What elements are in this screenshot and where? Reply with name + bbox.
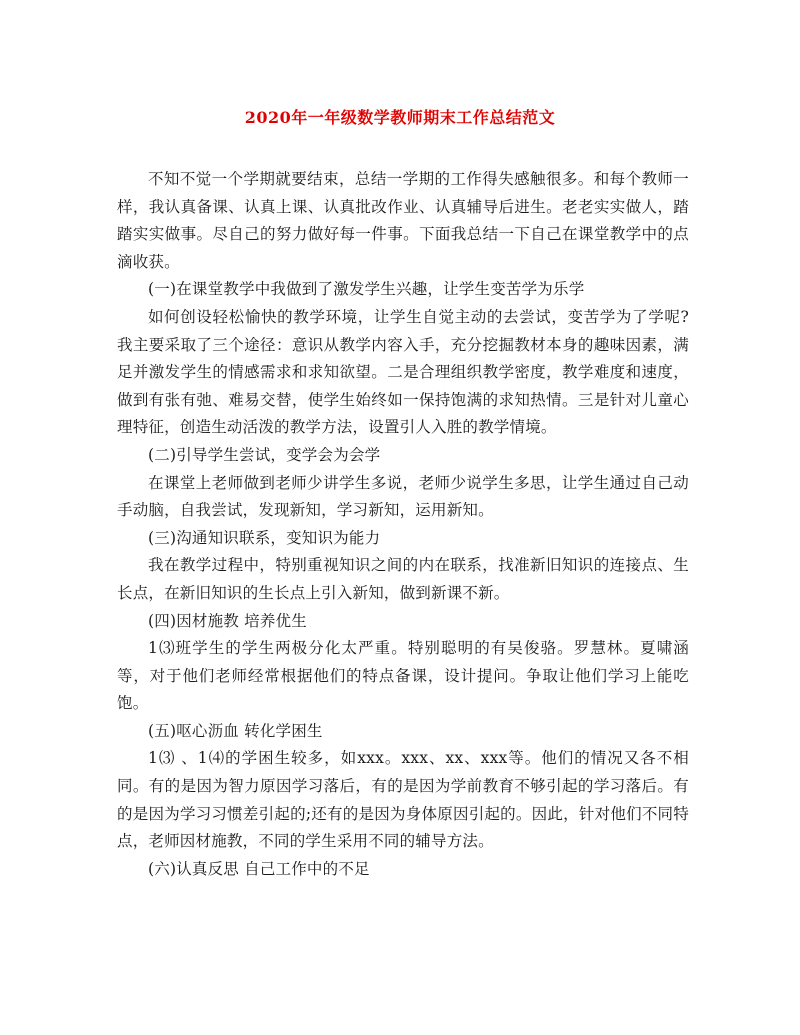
document-body — [117, 166, 689, 883]
intro-paragraph: 不知不觉一个学期就要结束，总结一学期的工作得失感触很多。和每个教师一样，我认真备课、认真上课、认真批改作业、认真辅导后进生。老老实实做人，踏踏实实做事。尽自己的努力做好每一件事。下面我总结一下自己在课堂教学中的点滴收获。 — [117, 170, 689, 271]
section-heading-6: (六)认真反思 自己工作中的不足 — [148, 859, 370, 878]
section-paragraph-3: 我在教学过程中，特别重视知识之间的内在联系，找准新旧知识的连接点、生长点，在新旧知识的生长点上引入新知，做到新课不新。 — [117, 556, 689, 602]
section-paragraph-2: 在课堂上老师做到老师少讲学生多说，老师少说学生多思，让学生通过自己动手动脑，自我尝试，发现新知，学习新知，运用新知。 — [117, 473, 689, 520]
section-heading-2: (二)引导学生尝试，变学会为会学 — [148, 445, 381, 464]
section-paragraph-1: 如何创设轻松愉快的教学环境，让学生自觉主动的去尝试，变苦学为了学呢?我主要采取了三个途径：意识从教学内容入手，充分挖掘教材本身的趣味因素，满足并激发学生的情感需求和求知欲望。二是合理组织教学密度，教学难度和速度，做到有张有弛、难易交替，使学生始终如一保持饱满的求知热情。三是针对儿童心理特征，创造生动活泼的教学方法，设置引人入胜的教学情境。 — [117, 307, 689, 437]
section-paragraph-5: 1⑶ 、1⑷的学困生较多，如xxx。xxx、xx、xxx等。他们的情况又各不相同。有的是因为智力原因学习落后，有的是因为学前教育不够引起的学习落后。有的是因为学习习惯差引起的;还有的是因为身体原因引起的。因此，针对他们不同特点，老师因材施教，不同的学生采用不同的辅导方法。 — [117, 749, 689, 851]
section-heading-5: (五)呕心沥血 转化学困生 — [148, 721, 323, 740]
section-heading-4: (四)因材施教 培养优生 — [148, 611, 307, 630]
section-heading-1: (一)在课堂教学中我做到了激发学生兴趣，让学生变苦学为乐学 — [148, 280, 585, 299]
section-paragraph-4: 1⑶班学生的学生两极分化太严重。特别聪明的有吴俊骆。罗慧林。夏啸涵等，对于他们老师经常根据他们的特点备课，设计提问。争取让他们学习上能吃饱。 — [117, 639, 689, 713]
document-title: 2020年一年级数学教师期末工作总结范文 — [244, 108, 556, 127]
section-heading-3: (三)沟通知识联系，变知识为能力 — [148, 528, 381, 547]
